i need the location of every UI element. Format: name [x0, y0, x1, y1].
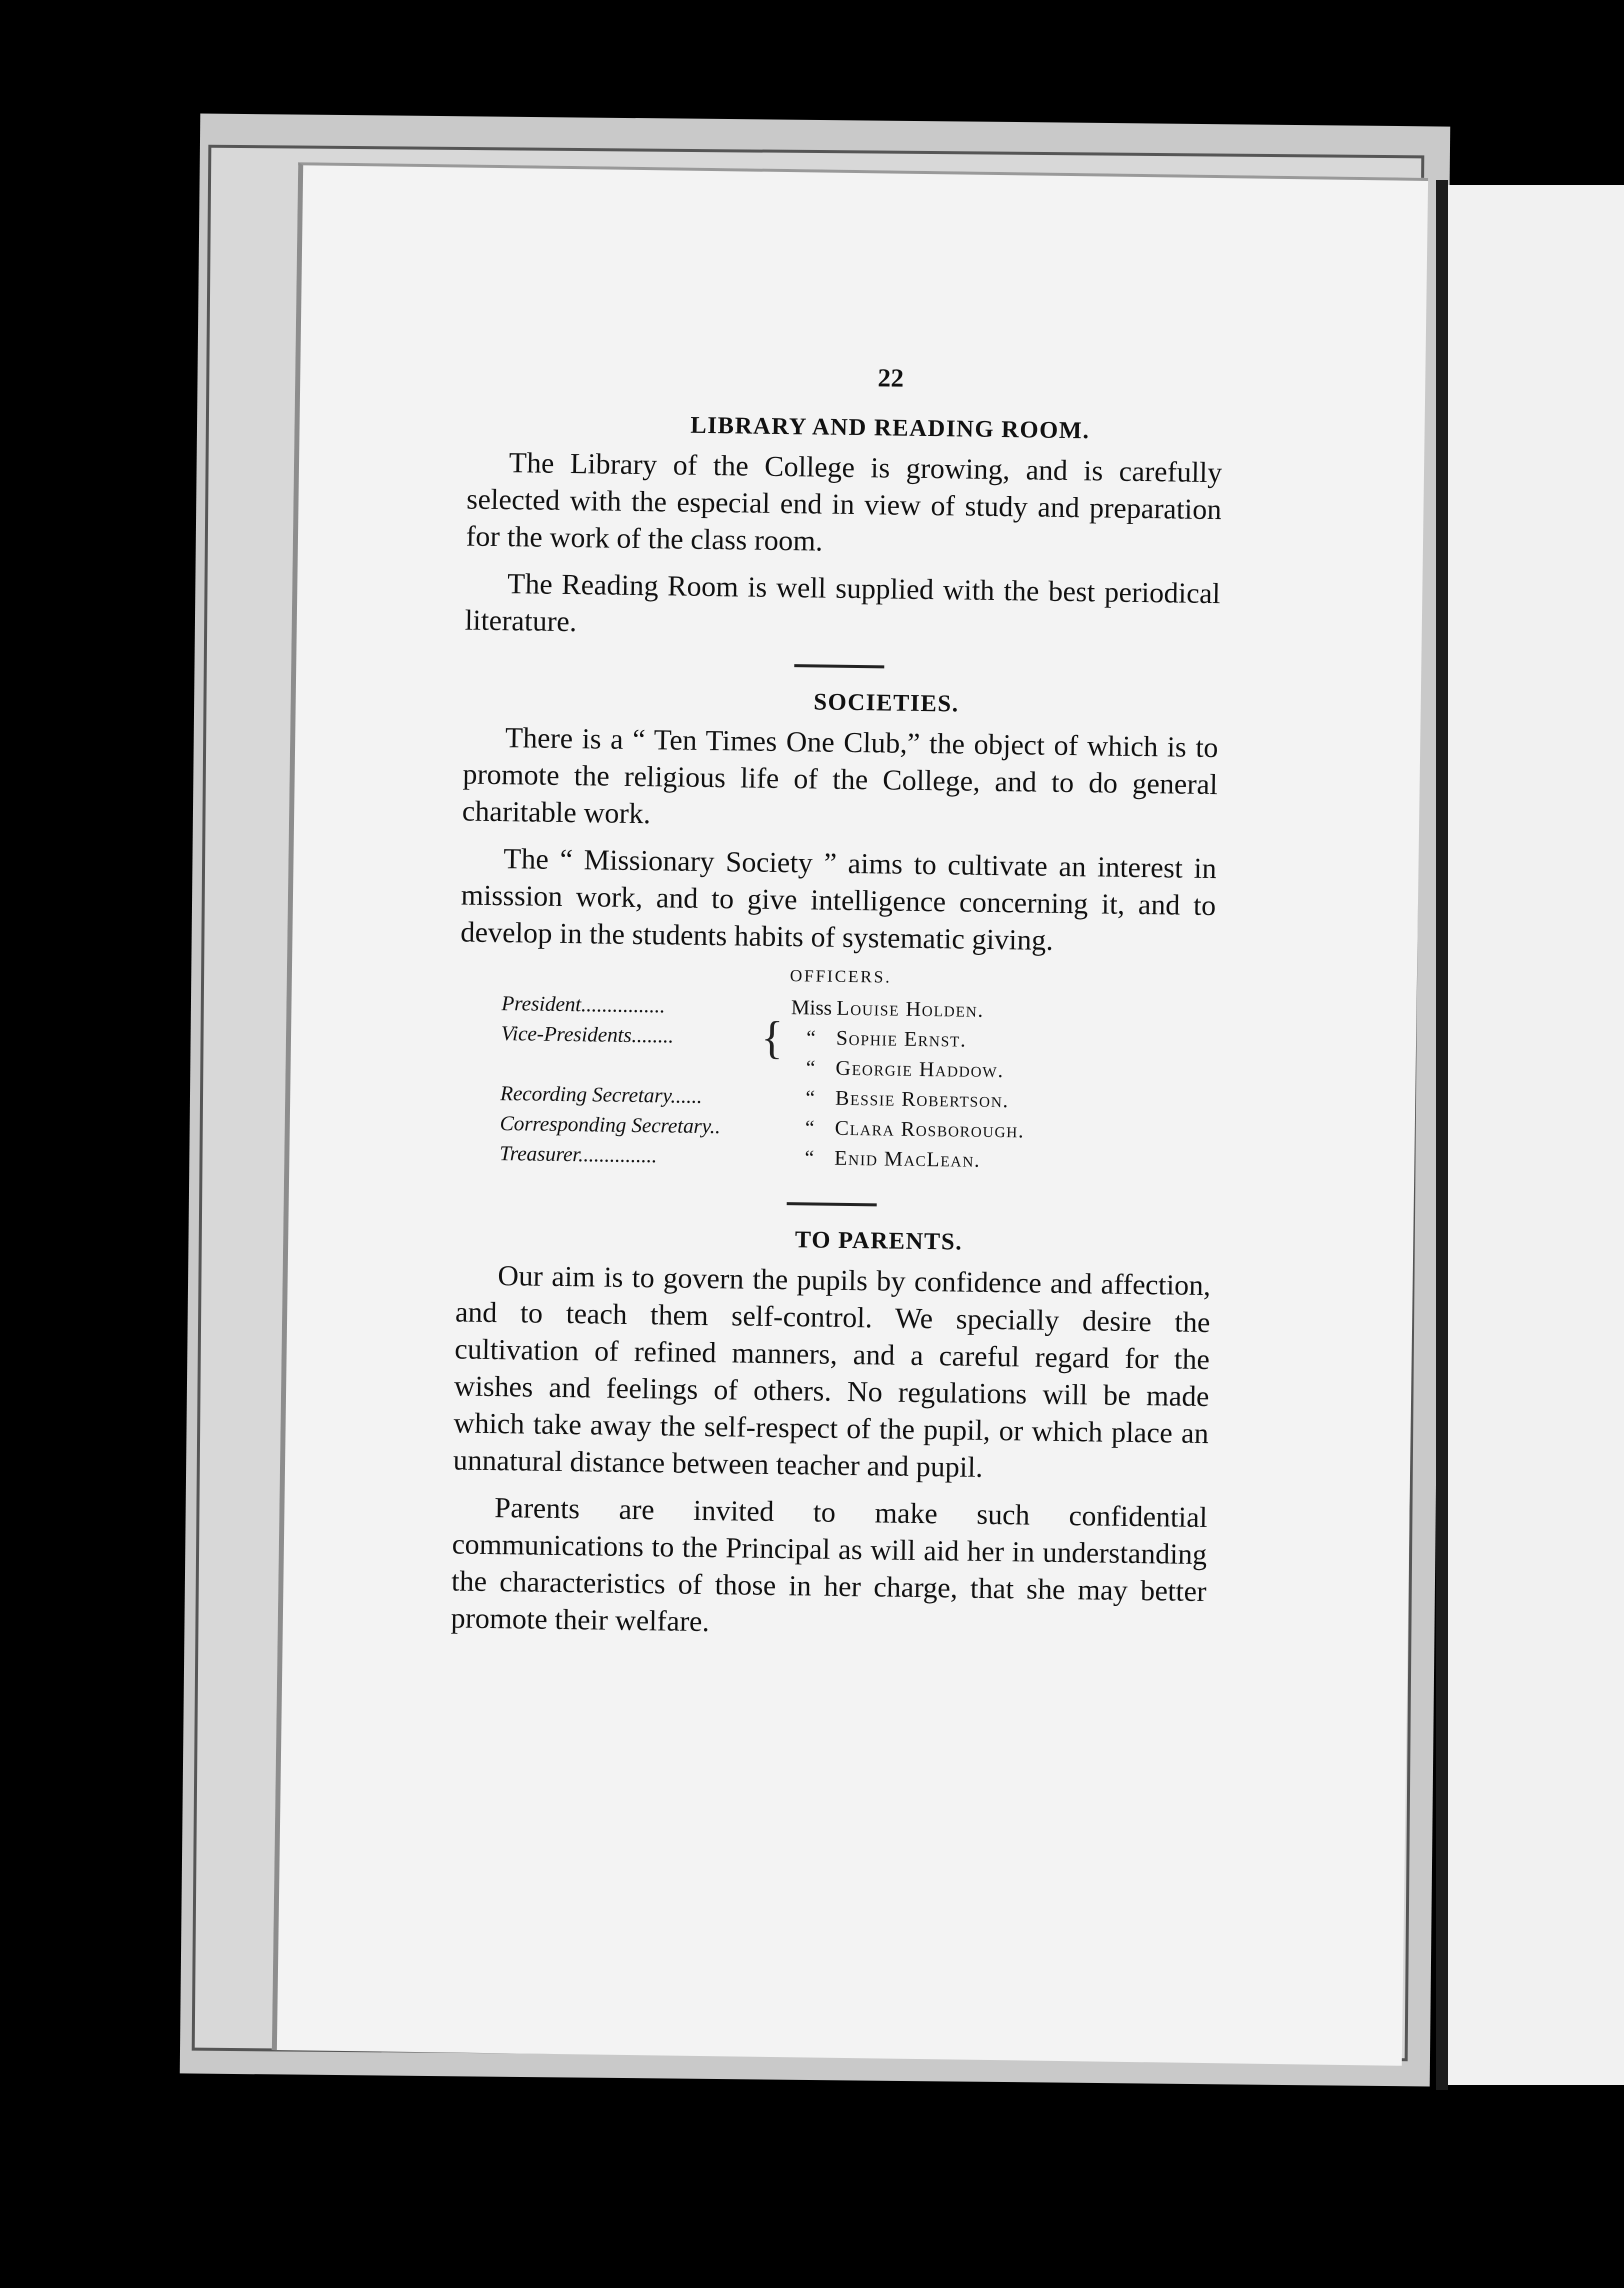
officers-title: OFFICERS.	[789, 966, 892, 987]
officer-title-mark: Miss	[790, 995, 833, 1020]
page-content	[451, 358, 1224, 1658]
officer-title-mark: “	[805, 1055, 816, 1080]
officers-list	[499, 988, 1214, 1178]
societies-paragraph-2: The “ Missionary Society ” aims to cultivate an interest in misssion work, and to give intelligence concerning it, and to develop in the students habits of systematic giving.	[460, 843, 1217, 957]
vice-presidents-brace: {	[760, 1011, 784, 1064]
section-divider	[794, 664, 884, 668]
officer-name: Enid MacLean.	[834, 1145, 981, 1172]
officer-name: Clara Rosborough.	[834, 1115, 1025, 1143]
officer-role: Vice-Presidents........	[500, 1021, 674, 1048]
societies-heading: SOCIETIES.	[813, 689, 960, 718]
officer-role: Treasurer...............	[499, 1141, 658, 1168]
societies-paragraph-1: There is a “ Ten Times One Club,” the object of which is to promote the religious life of the College, and to do general charitable work.	[461, 722, 1219, 831]
officer-title-mark: “	[805, 1085, 816, 1110]
facing-page	[1440, 185, 1624, 2085]
officer-role: Recording Secretary......	[500, 1081, 703, 1108]
library-heading: LIBRARY AND READING ROOM.	[690, 412, 1090, 445]
library-paragraph-2: The Reading Room is well supplied with the best periodical literature.	[464, 568, 1221, 639]
page-number: 22	[877, 363, 904, 393]
officer-name: Bessie Robertson.	[835, 1085, 1010, 1113]
book-spine	[1436, 180, 1448, 2090]
parents-paragraph-1: Our aim is to govern the pupils by confidence and affection, and to teach them self-control. We specially desire the cultivation of refined manners, and a careful regard for the wishes and feelings of others. No regulations will be made which take away the self-respect of the pupil, or which place an unnatural distance between teacher and pupil.	[452, 1260, 1211, 1484]
document-page	[272, 162, 1428, 2066]
section-divider	[787, 1202, 877, 1206]
officer-title-mark: “	[806, 1025, 816, 1050]
officer-role: President................	[501, 991, 666, 1018]
parents-heading: TO PARENTS.	[794, 1227, 963, 1256]
officer-title-mark: “	[804, 1145, 815, 1170]
officer-role	[500, 1048, 785, 1082]
parents-paragraph-2: Parents are invited to make such confidential communications to the Principal as will aid her in understanding the characteristics of those in her charge, that she may better promote their welfare.	[450, 1492, 1208, 1639]
officer-name: Louise Holden.	[836, 995, 985, 1022]
officer-role: Corresponding Secretary..	[499, 1111, 721, 1139]
library-paragraph-1: The Library of the College is growing, and is carefully selected with the especial end in view of study and preparation for the work of the class room.	[465, 447, 1223, 558]
officer-title-mark: “	[804, 1115, 815, 1140]
officer-name: Sophie Ernst.	[835, 1025, 967, 1052]
officer-name: Georgie Haddow.	[835, 1055, 1005, 1083]
